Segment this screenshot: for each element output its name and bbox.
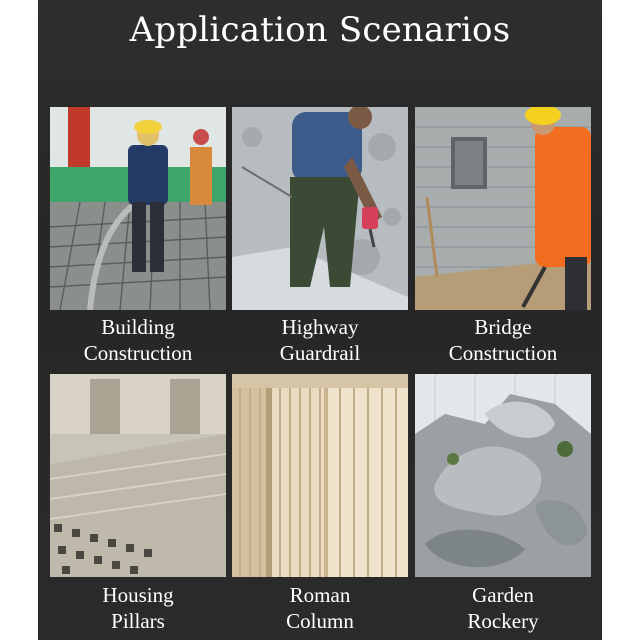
caption-line-2: Construction xyxy=(448,341,558,365)
caption-line-2: Guardrail xyxy=(279,341,361,365)
page-title: Application Scenarios xyxy=(129,10,511,50)
caption-line-1: Garden xyxy=(472,583,534,607)
scenario-card-garden-rockery xyxy=(415,374,591,640)
caption-line-1: Housing xyxy=(102,583,174,607)
bridge-construction-caption xyxy=(415,314,591,366)
caption-line-2: Construction xyxy=(83,341,193,365)
caption-line-1: Highway xyxy=(281,315,359,339)
caption-line-2: Column xyxy=(286,609,354,633)
housing-pillars-caption xyxy=(50,582,226,634)
highway-guardrail-photo xyxy=(232,107,408,310)
garden-rockery-photo xyxy=(415,374,591,577)
scenario-card-roman-column xyxy=(232,374,408,640)
scenario-card-highway-guardrail xyxy=(232,107,408,372)
bridge-construction-photo xyxy=(415,107,591,310)
highway-guardrail-caption xyxy=(232,314,408,366)
caption-line-2: Pillars xyxy=(111,609,165,633)
building-construction-caption xyxy=(50,314,226,366)
scenario-card-building-construction xyxy=(50,107,226,372)
caption-line-1: Bridge xyxy=(474,315,532,339)
garden-rockery-caption xyxy=(415,582,591,634)
roman-column-photo xyxy=(232,374,408,577)
scenario-card-housing-pillars xyxy=(50,374,226,640)
housing-pillars-photo xyxy=(50,374,226,577)
building-construction-photo xyxy=(50,107,226,310)
application-scenarios-panel xyxy=(38,0,602,640)
roman-column-caption xyxy=(232,582,408,634)
caption-line-1: Roman xyxy=(289,583,351,607)
caption-line-2: Rockery xyxy=(467,609,539,633)
scenario-card-bridge-construction xyxy=(415,107,591,372)
caption-line-1: Building xyxy=(101,315,175,339)
